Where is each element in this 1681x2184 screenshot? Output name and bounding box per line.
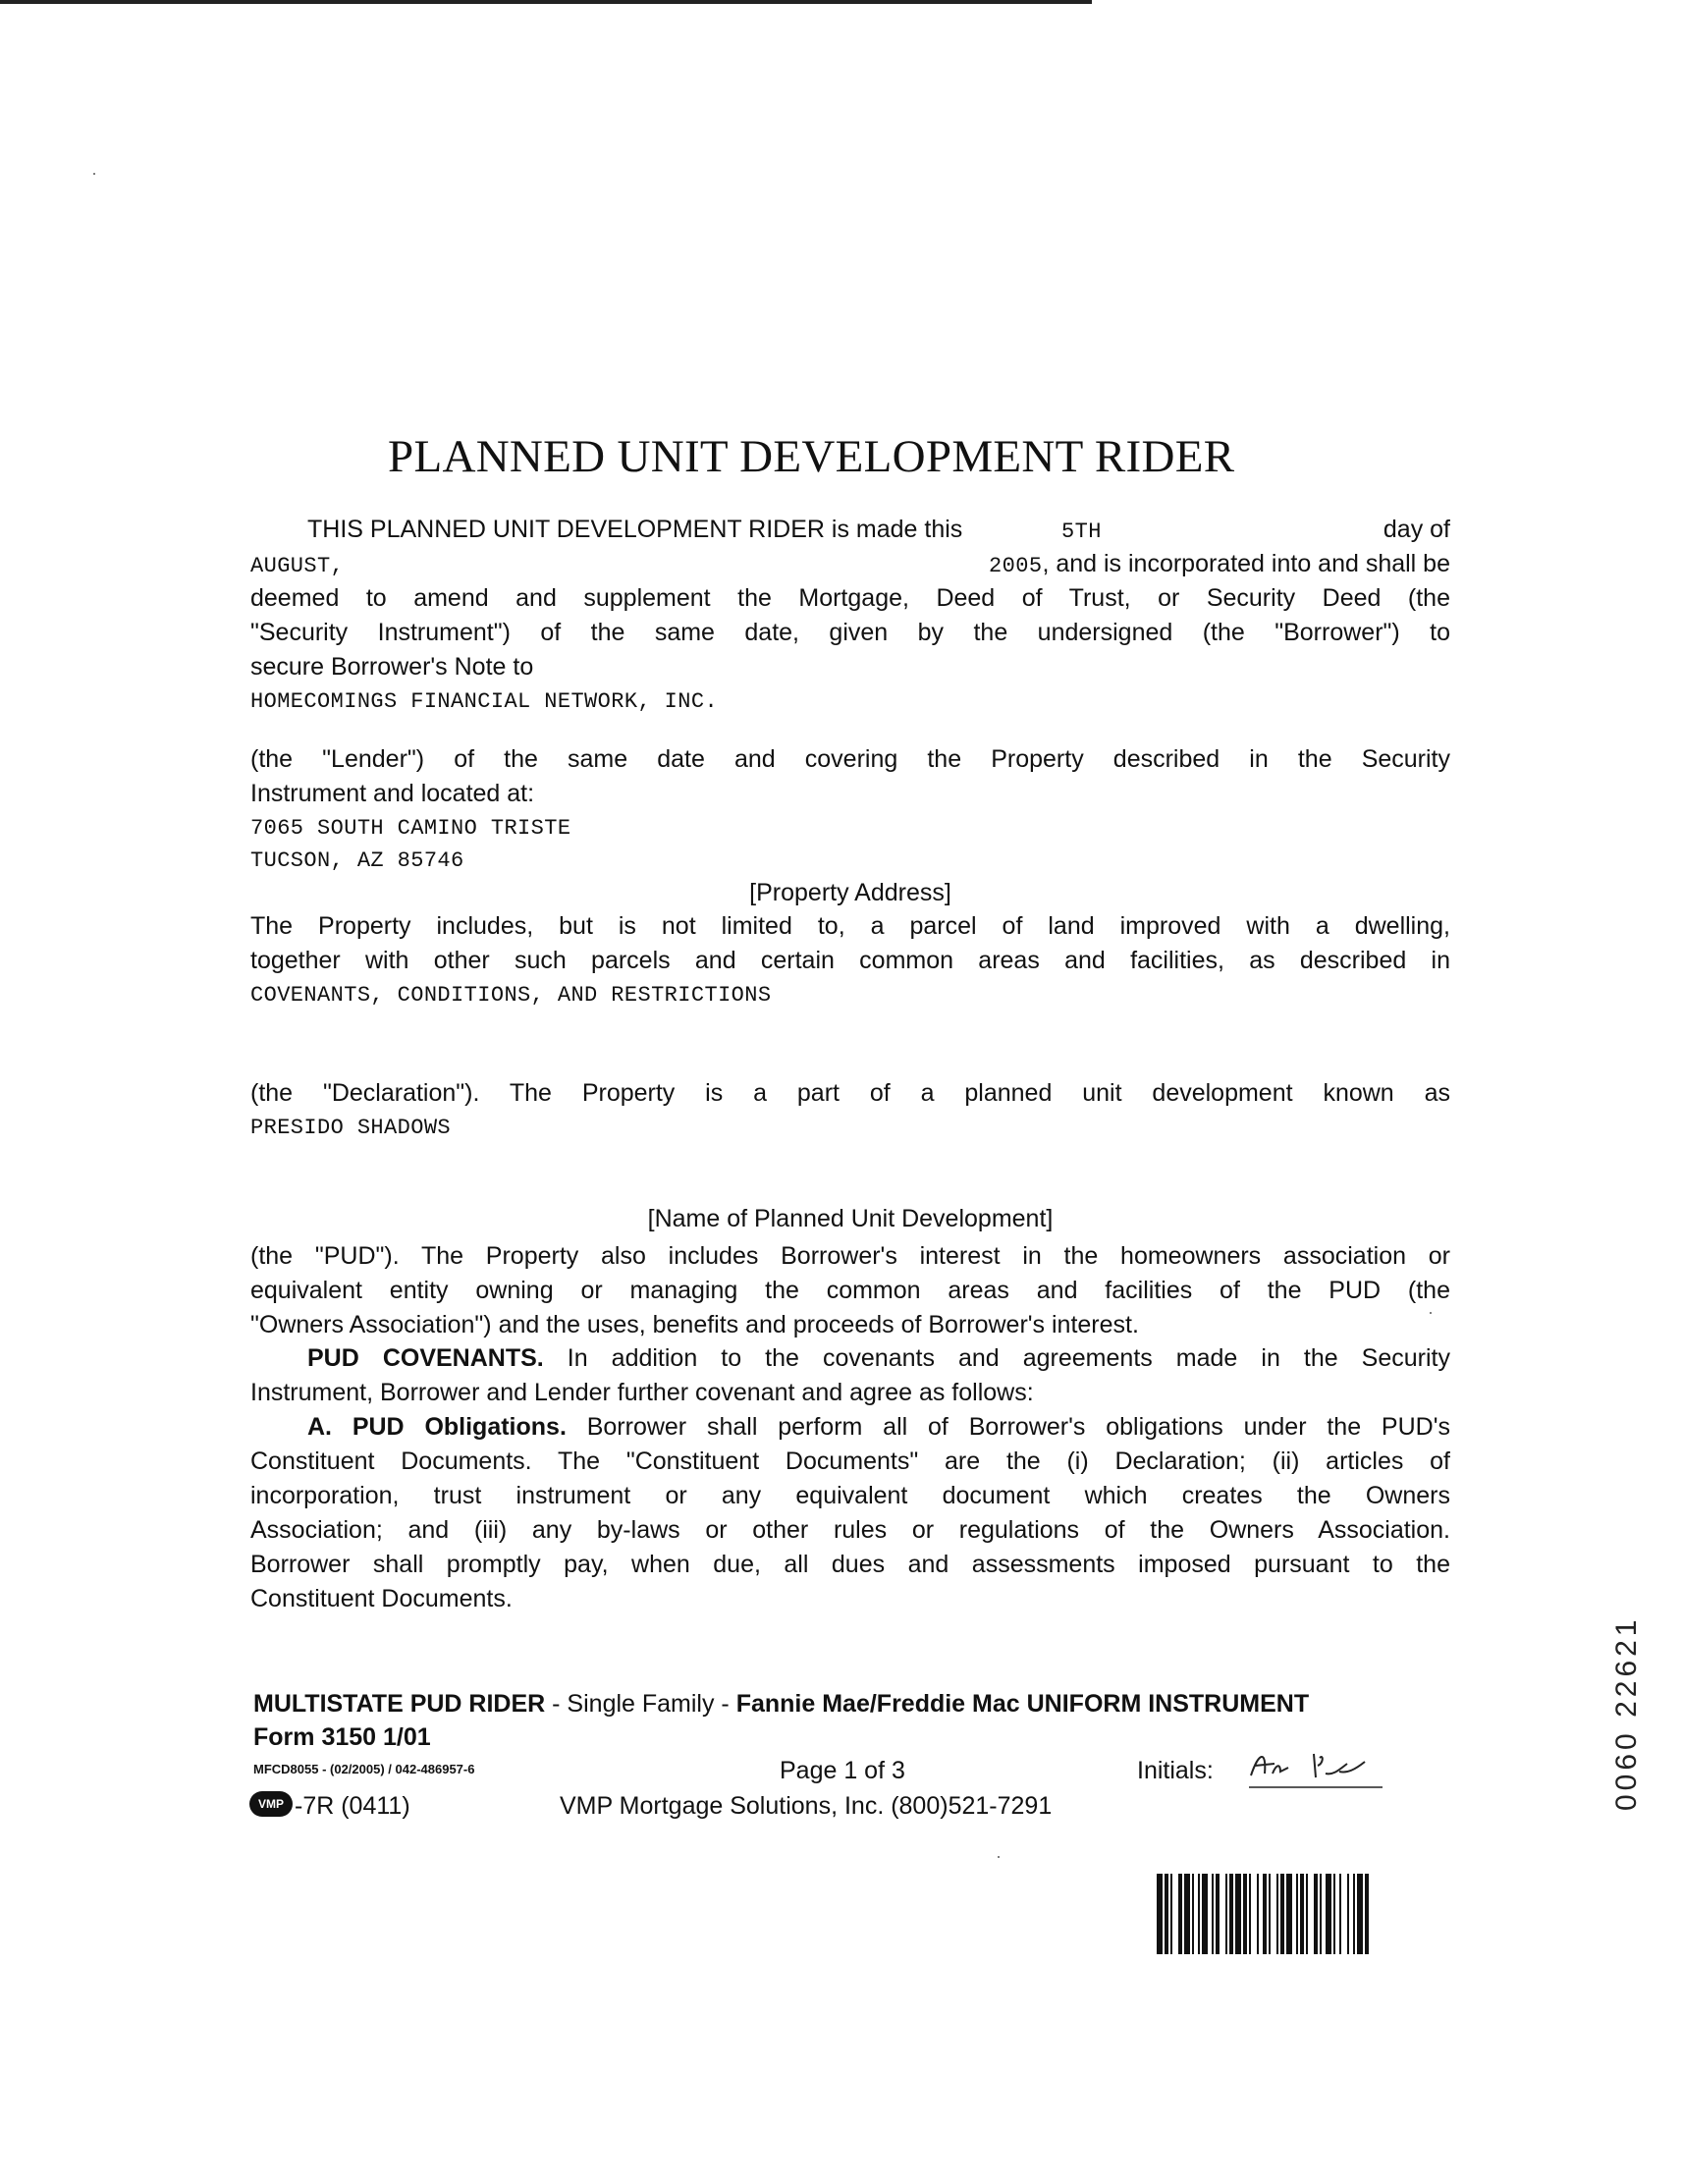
intro-after-year: , and is incorporated into and shall be	[1042, 550, 1450, 577]
page-title: PLANNED UNIT DEVELOPMENT RIDER	[388, 431, 1235, 482]
lender-name: HOMECOMINGS FINANCIAL NETWORK, INC.	[250, 689, 719, 714]
form-title-bold: MULTISTATE PUD RIDER	[253, 1690, 546, 1718]
pud-name: PRESIDO SHADOWS	[250, 1116, 452, 1140]
section-a-line: Borrower shall perform all of Borrower's obligations under the PUD's	[566, 1413, 1450, 1441]
scan-speck	[93, 173, 95, 175]
section-a-line: Constituent Documents. The "Constituent Documents" are the (i) Declaration; (ii) articles of	[250, 1447, 1450, 1475]
form-code: -7R (0411)	[295, 1792, 410, 1820]
barcode	[1157, 1874, 1453, 1954]
covenants-heading: PUD COVENANTS.	[307, 1344, 544, 1372]
section-a-line: incorporation, trust instrument or any equivalent document which creates the Owners	[250, 1482, 1450, 1509]
declaration-document: COVENANTS, CONDITIONS, AND RESTRICTIONS	[250, 983, 772, 1008]
intro-text: THIS PLANNED UNIT DEVELOPMENT RIDER is made this	[307, 516, 963, 543]
barcode-bar	[1365, 1874, 1369, 1954]
declaration-paragraph	[250, 1076, 1450, 1236]
section-a	[250, 1410, 1450, 1616]
covenants-line: Instrument, Borrower and Lender further covenant and agree as follows:	[250, 1379, 1034, 1406]
property-line: The Property includes, but is not limited to, a parcel of land improved with a dwelling,	[250, 912, 1450, 940]
declaration-line: (the "Declaration"). The Property is a part of a planned unit development known as	[250, 1079, 1450, 1107]
scan-speck	[998, 1856, 1000, 1858]
vmp-logo: VMP	[249, 1791, 293, 1817]
section-a-line: Borrower shall promptly pay, when due, all dues and assessments imposed pursuant to the	[250, 1551, 1450, 1578]
pud-name-caption: [Name of Planned Unit Development]	[647, 1205, 1054, 1232]
scan-top-edge	[0, 0, 1092, 4]
property-address-caption: [Property Address]	[749, 879, 951, 906]
form-title	[253, 1687, 1453, 1720]
form-title-bold-2: Fannie Mae/Freddie Mac UNIFORM INSTRUMENT	[735, 1690, 1310, 1718]
day-of-text: day of	[1383, 516, 1450, 543]
covenants-line: In addition to the covenants and agreements made in the Security	[543, 1344, 1450, 1372]
day-value: 5TH	[1061, 519, 1102, 544]
publisher-info: VMP Mortgage Solutions, Inc. (800)521-7291	[560, 1792, 1053, 1820]
pud-line: equivalent entity owning or managing the common areas and facilities of the PUD (the	[250, 1277, 1450, 1304]
side-stamp-number: 0060 22621	[1610, 1615, 1643, 1812]
intro-line: secure Borrower's Note to	[250, 653, 534, 681]
section-a-line: Association; and (iii) any by-laws or other rules or regulations of the Owners Association.	[250, 1516, 1450, 1544]
address-line-1: 7065 SOUTH CAMINO TRISTE	[250, 816, 571, 841]
pud-line: (the "PUD"). The Property also includes Borrower's interest in the homeowners association or	[250, 1242, 1450, 1270]
initials-signature	[1245, 1744, 1392, 1793]
lender-paragraph	[250, 742, 1450, 910]
form-footer	[253, 1687, 1453, 1825]
page-number: Page 1 of 3	[780, 1757, 905, 1784]
property-paragraph	[250, 909, 1450, 1012]
form-number: Form 3150 1/01	[253, 1723, 431, 1751]
month-value: AUGUST,	[250, 554, 345, 578]
initials-label: Initials:	[1137, 1757, 1214, 1784]
doc-code: MFCD8055 - (02/2005) / 042-486957-6	[253, 1762, 475, 1776]
intro-paragraph	[250, 513, 1450, 719]
pud-line: "Owners Association") and the uses, benefits and proceeds of Borrower's interest.	[250, 1311, 1139, 1338]
intro-line: deemed to amend and supplement the Mortgage, Deed of Trust, or Security Deed (the	[250, 584, 1450, 612]
form-title-mid: - Single Family -	[545, 1690, 736, 1718]
property-line: together with other such parcels and certain common areas and facilities, as described in	[250, 947, 1450, 974]
address-line-2: TUCSON, AZ 85746	[250, 848, 464, 873]
covenants-paragraph	[250, 1341, 1450, 1410]
lender-line: (the "Lender") of the same date and covering the Property described in the Security	[250, 745, 1450, 773]
pud-paragraph	[250, 1239, 1450, 1342]
year-value: 2005	[989, 554, 1043, 578]
section-a-heading: A. PUD Obligations.	[307, 1413, 567, 1441]
lender-line: Instrument and located at:	[250, 780, 535, 807]
section-a-line: Constituent Documents.	[250, 1585, 513, 1612]
intro-line: "Security Instrument") of the same date, given by the undersigned (the "Borrower") to	[250, 619, 1450, 646]
